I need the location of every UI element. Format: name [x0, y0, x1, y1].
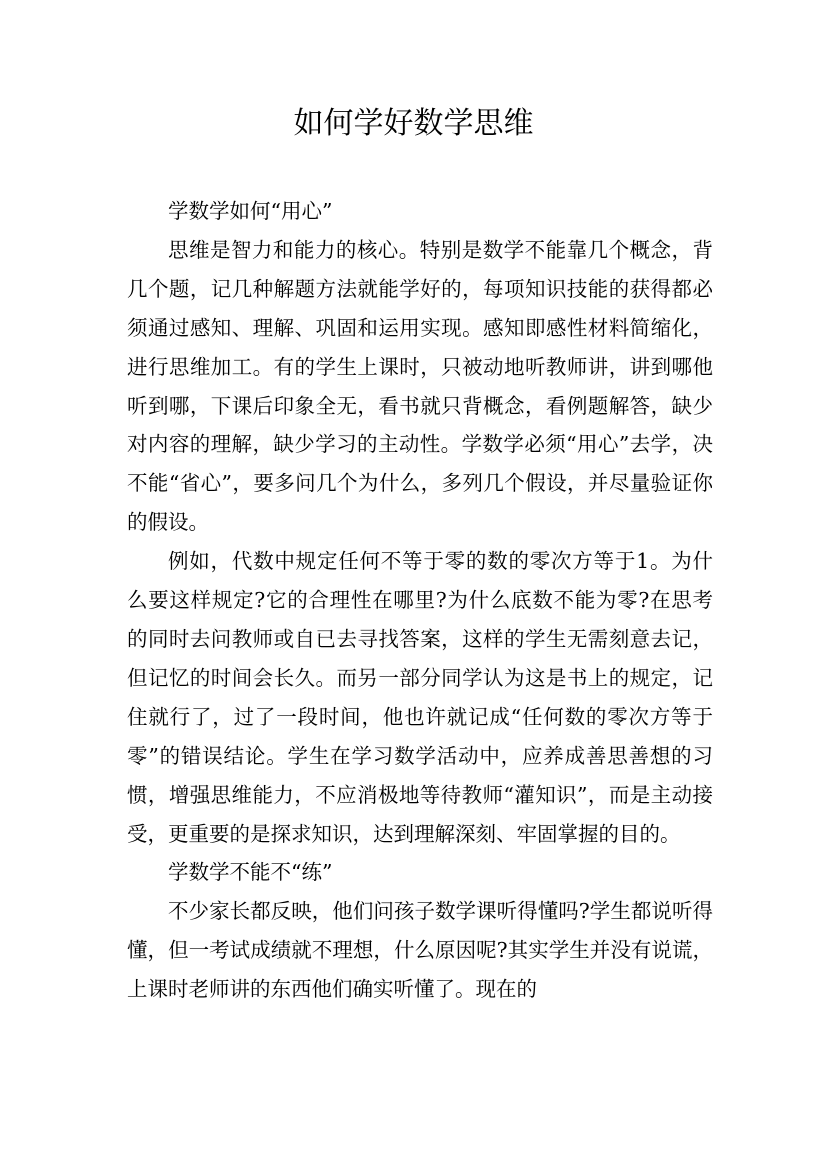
section-heading: 学数学不能不“练” — [168, 860, 333, 885]
paragraph: 思维是智力和能力的核心。特别是数学不能靠几个概念，背几个题，记几种解题方法就能学好的，每项知识技能的获得都必须通过感知、理解、巩固和运用实现。感知即感性材料简缩化，进行思维加工。有的学生上课时，只被动地听教师讲，讲到哪他听到哪，下课后印象全无，看书就只背概念，看例题解答，缺少对内容的理解，缺少学习的主动性。学数学必须“用心”去学，决不能“省心”，要多问几个为什么，多列几个假设，并尽量验证你的假设。 — [127, 237, 713, 535]
paragraph: 不少家长都反映，他们问孩子数学课听得懂吗?学生都说听得懂，但一考试成绩就不理想，什么原因呢?其实学生并没有说谎，上课时老师讲的东西他们确实听懂了。现在的 — [127, 899, 713, 1002]
paragraph: 例如，代数中规定任何不等于零的数的零次方等于1。为什么要这样规定?它的合理性在哪里?为什么底数不能为零?在思考的同时去问教师或自已去寻找答案，这样的学生无需刻意去记，但记忆的时间会长久。而另一部分同学认为这是书上的规定，记住就行了，过了一段时间，他也许就记成“任何数的零次方等于零”的错误结论。学生在学习数学活动中，应养成善思善想的习惯，增强思维能力，不应消极地等待教师“灌知识”，而是主动接受，更重要的是探求知识，达到理解深刻、牢固掌握的目的。 — [127, 549, 713, 846]
page-title: 如何学好数学思维 — [293, 106, 534, 141]
section-heading: 学数学如何“用心” — [168, 199, 333, 223]
document-body — [127, 192, 713, 1009]
